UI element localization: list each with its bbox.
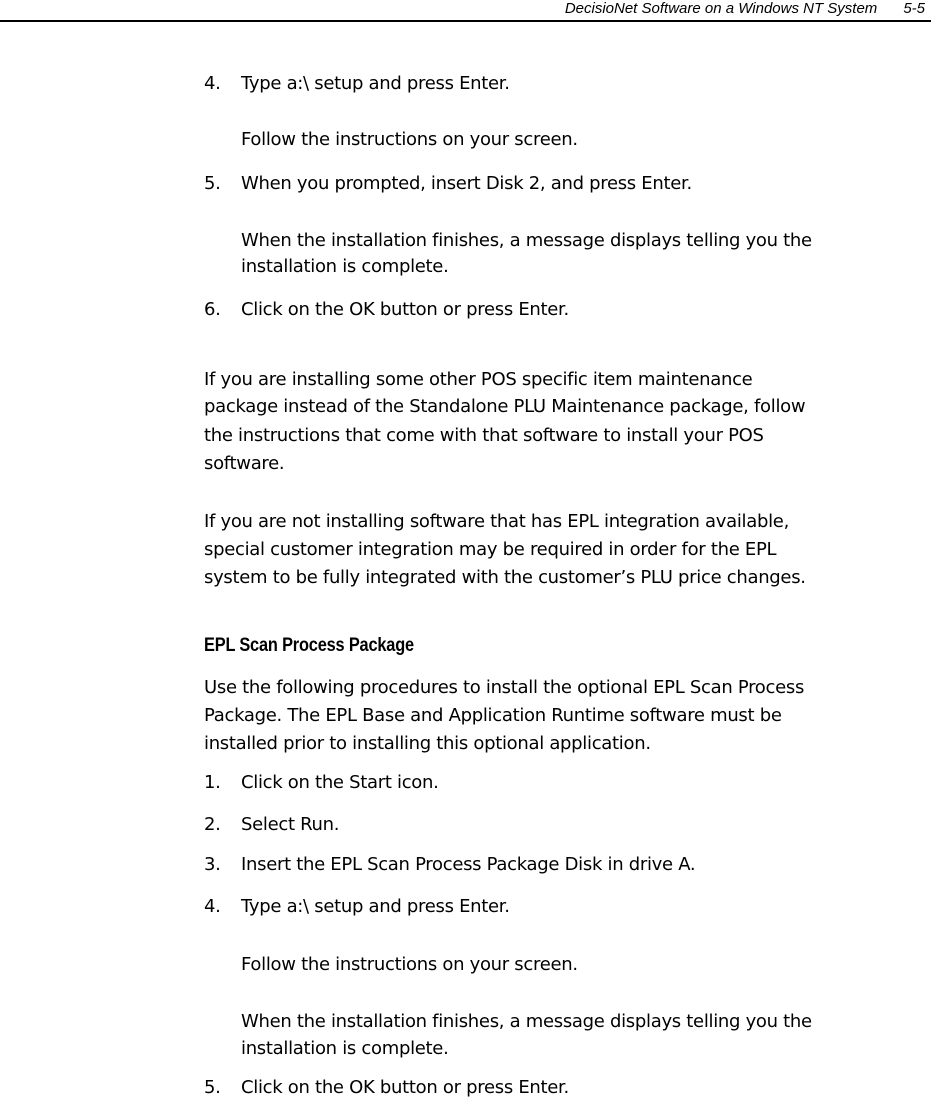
- step-note: Follow the instructions on your screen.: [241, 129, 578, 150]
- step-text: Click on the OK button or press Enter.: [241, 1077, 569, 1098]
- intro-line: installed prior to installing this optional application.: [204, 733, 651, 754]
- step-number: 4.: [204, 73, 221, 94]
- page-number: 5-5: [903, 0, 925, 17]
- paragraph-line: package instead of the Standalone PLU Maintenance package, follow: [204, 396, 806, 417]
- header-title: DecisioNet Software on a Windows NT System: [564, 0, 878, 17]
- step-note: installation is complete.: [241, 256, 449, 277]
- paragraph-line: special customer integration may be required in order for the EPL: [204, 539, 777, 560]
- step-note: Follow the instructions on your screen.: [241, 954, 578, 975]
- step-text: Click on the Start icon.: [241, 772, 439, 793]
- step-number: 4.: [204, 896, 221, 917]
- step-number: 3.: [204, 854, 221, 875]
- section-heading: EPL Scan Process Package: [204, 635, 414, 656]
- intro-line: Use the following procedures to install the optional EPL Scan Process: [204, 677, 805, 698]
- header-rule: [0, 20, 931, 22]
- step-number: 5.: [204, 173, 221, 194]
- paragraph-line: system to be fully integrated with the customer’s PLU price changes.: [204, 567, 806, 588]
- running-header: [565, 0, 925, 18]
- step-note: When the installation finishes, a message displays telling you the: [241, 1011, 812, 1032]
- step-text: Select Run.: [241, 814, 340, 835]
- paragraph-line: software.: [204, 453, 285, 474]
- step-number: 6.: [204, 299, 221, 320]
- step-number: 2.: [204, 814, 221, 835]
- step-text: When you prompted, insert Disk 2, and press Enter.: [241, 173, 692, 194]
- paragraph-line: If you are not installing software that has EPL integration available,: [204, 511, 790, 532]
- step-text: Click on the OK button or press Enter.: [241, 299, 569, 320]
- step-text: Type a:\ setup and press Enter.: [241, 73, 510, 94]
- paragraph-line: If you are installing some other POS specific item maintenance: [204, 369, 753, 390]
- step-text: Type a:\ setup and press Enter.: [241, 896, 510, 917]
- step-note: When the installation finishes, a message displays telling you the: [241, 230, 812, 251]
- step-number: 1.: [204, 772, 221, 793]
- step-text: Insert the EPL Scan Process Package Disk in drive A.: [241, 854, 696, 875]
- step-number: 5.: [204, 1077, 221, 1098]
- intro-line: Package. The EPL Base and Application Runtime software must be: [204, 705, 782, 726]
- paragraph-line: the instructions that come with that software to install your POS: [204, 425, 764, 446]
- step-note: installation is complete.: [241, 1038, 449, 1059]
